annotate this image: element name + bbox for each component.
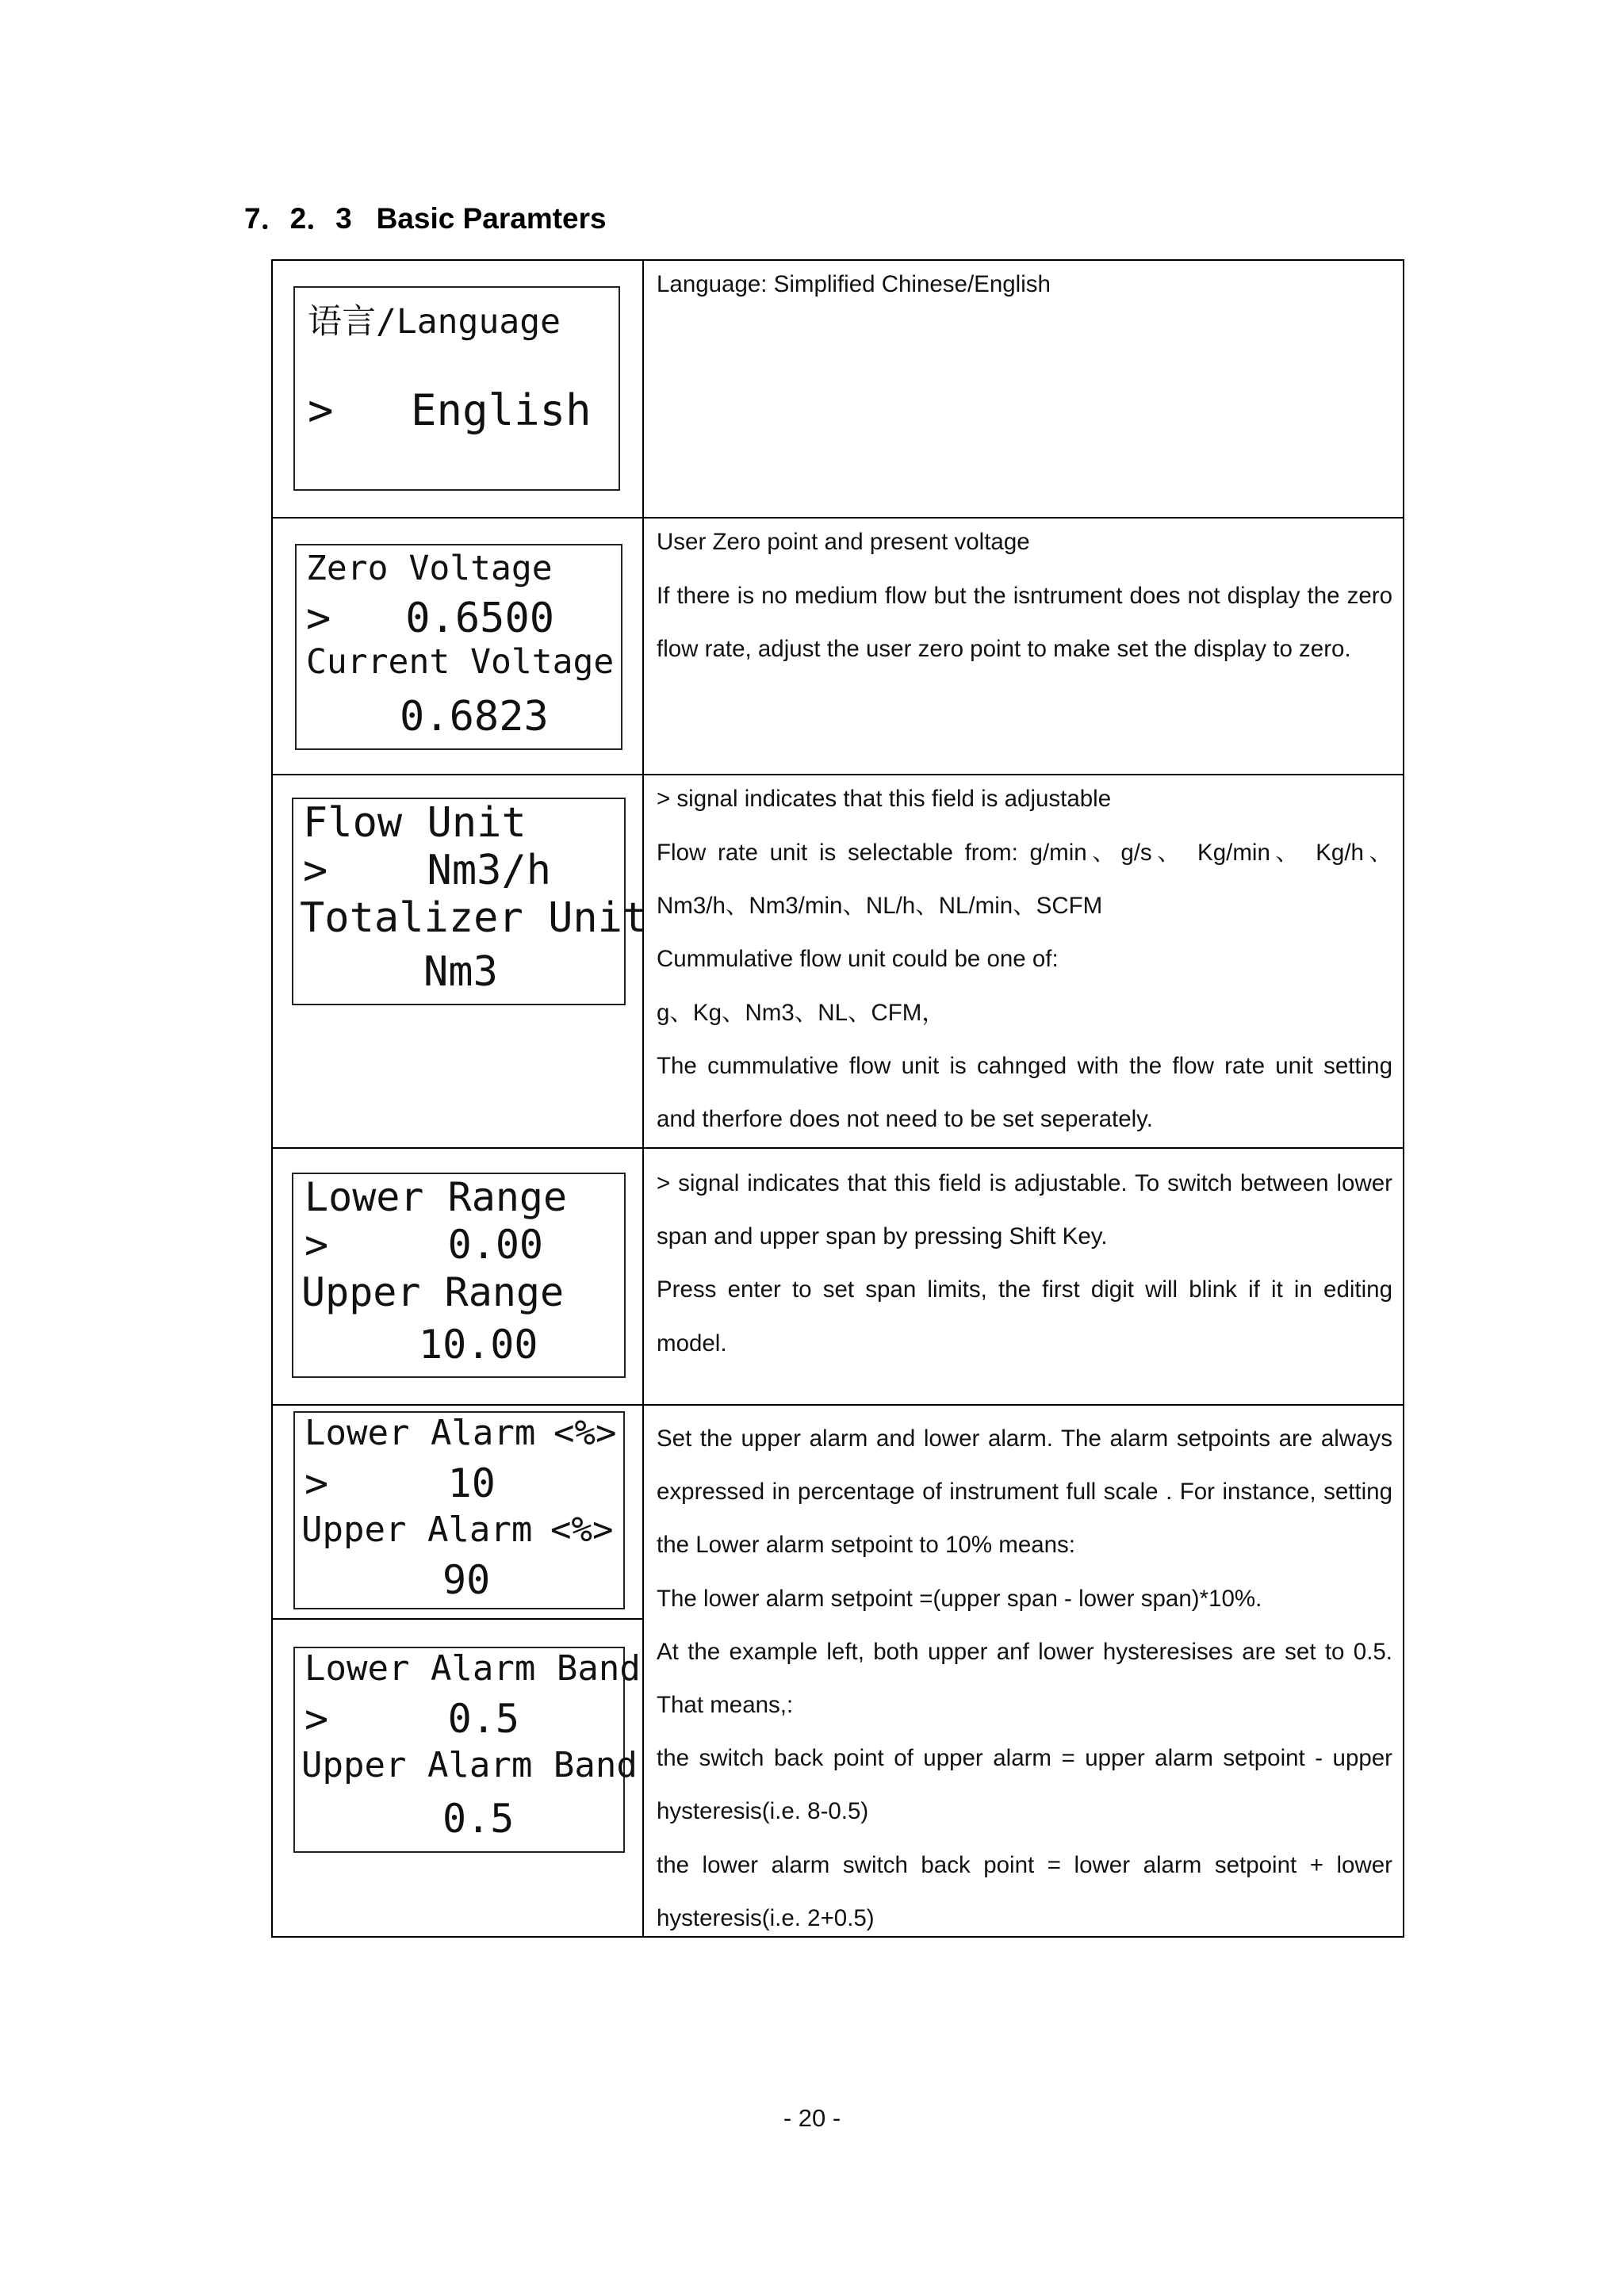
description-text: User Zero point and present voltage bbox=[657, 529, 1030, 555]
lcd-screen-language bbox=[293, 286, 620, 491]
lcd-line-value: > Nm3/h bbox=[303, 847, 552, 894]
lcd-line-label: Upper Range bbox=[301, 1269, 565, 1315]
description-text: Flow rate unit is selectable from: g/min、g/s、 Kg/min、 Kg/h、Nm3/h、Nm3/min、NL/h、NL/min、SCFM bbox=[657, 840, 1392, 920]
lcd-line-value: 0.5 bbox=[442, 1796, 515, 1842]
description-text: The lower alarm setpoint =(upper span - lower span)*10%. bbox=[657, 1585, 1262, 1612]
description-text: > signal indicates that this field is adjustable bbox=[657, 786, 1112, 812]
row-divider bbox=[273, 517, 1403, 519]
lcd-line-label: Upper Alarm Band bbox=[301, 1745, 638, 1785]
lcd-line-unit: <%> bbox=[553, 1413, 617, 1453]
description-text: If there is no medium flow but the isntrument does not display the zero flow rate, adjust the user zero point to make set the display to zero. bbox=[657, 583, 1392, 663]
row-divider bbox=[273, 774, 1403, 775]
section-title: Basic Paramters bbox=[376, 202, 607, 235]
lcd-line-value: 0.6823 bbox=[400, 693, 549, 740]
description-text: Language: Simplified Chinese/English bbox=[657, 271, 1051, 297]
description-zero-voltage bbox=[657, 526, 1392, 675]
lcd-line-label: Current Voltage bbox=[306, 642, 615, 682]
row-divider bbox=[273, 1147, 1403, 1149]
lcd-screen-flow-unit bbox=[292, 798, 648, 1005]
description-text: the lower alarm switch back point = lower alarm setpoint + lower hysteresis(i.e. 2+0.5) bbox=[657, 1851, 1392, 1931]
lcd-line-label: Lower Alarm Band bbox=[304, 1648, 641, 1689]
lcd-line-label: Totalizer Unit bbox=[300, 894, 648, 942]
page-number: - 20 - bbox=[783, 2104, 841, 2132]
lcd-line-unit: <%> bbox=[550, 1510, 614, 1550]
lcd-screen-zero-voltage bbox=[295, 544, 622, 750]
description-text: At the example left, both upper anf lower hysteresises are set to 0.5. That means,: bbox=[657, 1638, 1392, 1719]
lcd-line-label: Upper Alarm bbox=[301, 1510, 533, 1550]
description-range bbox=[657, 1157, 1392, 1370]
lcd-screen-range bbox=[292, 1173, 626, 1378]
description-text: Press enter to set span limits, the first digit will blink if it in editing model. bbox=[657, 1276, 1392, 1357]
lcd-line-label: Flow Unit bbox=[303, 799, 527, 847]
lcd-line-value: > English bbox=[308, 385, 592, 435]
column-divider bbox=[642, 261, 644, 1936]
description-flow-unit bbox=[657, 783, 1392, 1146]
lcd-line-value: > 0.6500 bbox=[306, 595, 555, 642]
description-text: The cummulative flow unit is cahnged with the flow rate unit setting and therfore does not need to be set seperately. bbox=[657, 1052, 1392, 1133]
lcd-line-label: Lower Alarm bbox=[304, 1413, 536, 1453]
description-language bbox=[657, 269, 1392, 312]
description-text: g、Kg、Nm3、NL、CFM， bbox=[657, 999, 945, 1026]
row-divider bbox=[273, 1404, 1403, 1406]
lcd-line-value: 90 bbox=[442, 1557, 491, 1603]
lcd-line-value: Nm3 bbox=[423, 948, 498, 996]
screen-divider bbox=[273, 1618, 644, 1620]
section-heading bbox=[244, 201, 607, 236]
lcd-line-label: Zero Voltage bbox=[306, 549, 553, 588]
lcd-screen-alarm bbox=[293, 1411, 625, 1609]
description-text: Cummulative flow unit could be one of: bbox=[657, 946, 1059, 973]
description-text: > signal indicates that this field is adjustable. To switch between lower span and upper span by pressing Shift Key. bbox=[657, 1170, 1392, 1250]
parameter-table bbox=[271, 259, 1404, 1938]
lcd-line-title: 语言/Language bbox=[308, 302, 561, 342]
description-text: the switch back point of upper alarm = upper alarm setpoint - upper hysteresis(i.e. 8-0.5) bbox=[657, 1745, 1392, 1825]
lcd-line-value: > 0.00 bbox=[304, 1222, 544, 1268]
lcd-line-value: > 10 bbox=[304, 1460, 496, 1506]
lcd-screen-alarm-band bbox=[293, 1647, 641, 1853]
description-text: Set the upper alarm and lower alarm. The alarm setpoints are always expressed in percentage of instrument full scale . For instance, setting the Lower alarm setpoint to 10% means: bbox=[657, 1425, 1392, 1559]
lcd-line-value: 10.00 bbox=[419, 1322, 538, 1368]
section-number: 7．2．3 bbox=[244, 202, 352, 235]
description-alarm bbox=[657, 1412, 1392, 1945]
lcd-line-label: Lower Range bbox=[304, 1174, 568, 1220]
lcd-line-value: > 0.5 bbox=[304, 1696, 519, 1742]
